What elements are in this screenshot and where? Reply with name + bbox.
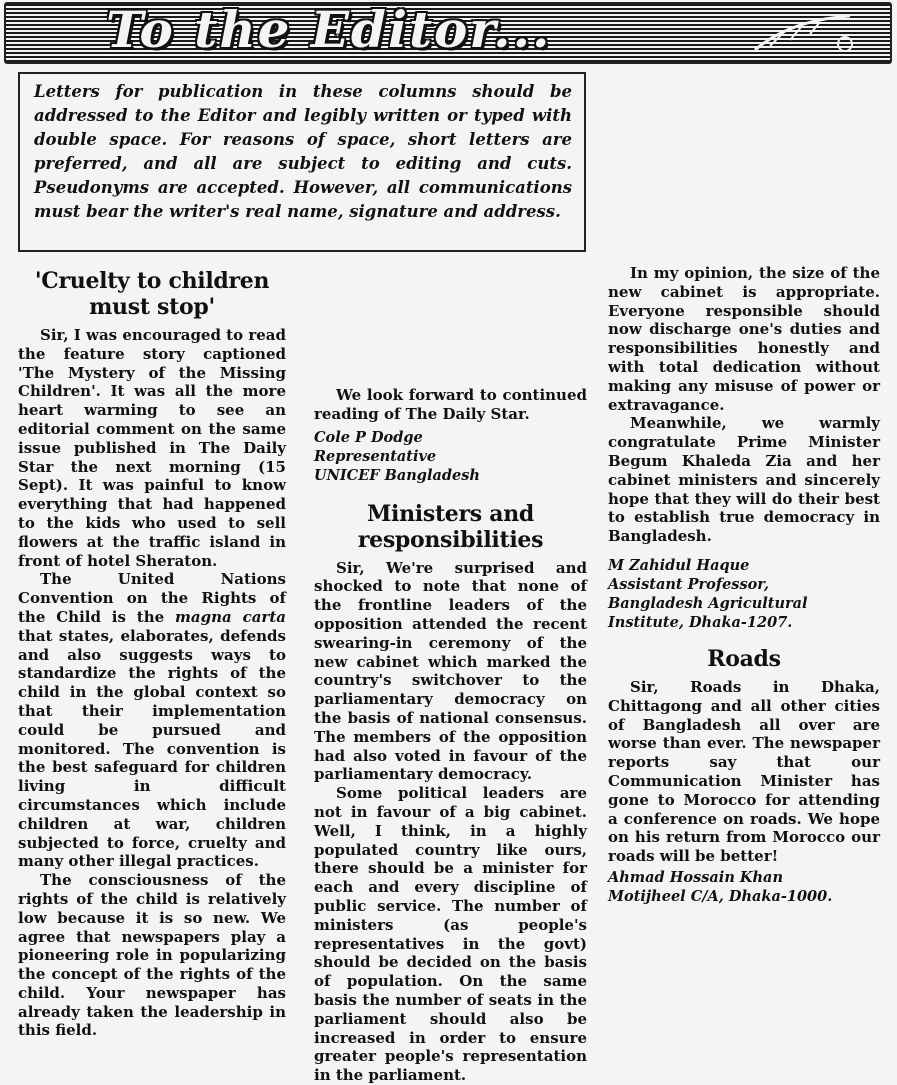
letter2-sig-title: Assistant Professor, xyxy=(608,575,769,593)
letter1-sig-org: UNICEF Bangladesh xyxy=(314,466,480,484)
letter3-paragraph-1: Sir, Roads in Dhaka, Chittagong and all other cities of Bangladesh all over are worse than ever. The newspaper reports say that our Communication Minister has gone to Morocco for attending a conference on roads. We hope on his return from Morocco our roads will be better! xyxy=(608,677,880,866)
letter2-signature xyxy=(608,556,880,632)
letter1-heading: 'Cruelty to children must stop' xyxy=(34,268,270,320)
letter2-sig-org: Bangladesh Agricultural Institute, Dhaka-1207. xyxy=(608,594,808,631)
quill-ornament-icon xyxy=(750,10,860,58)
letter2-paragraph-3: In my opinion, the size of the new cabinet is appropriate. Everyone responsible should now discharge one's duties and responsibilities honestly and with total dedication without making any misuse of power or extravagance. xyxy=(608,264,880,414)
letter2-heading: Ministers and responsibilities xyxy=(357,500,544,553)
letter3-sig-name: Ahmad Hossain Khan xyxy=(608,868,783,886)
column-2 xyxy=(314,268,587,1085)
letter2-paragraph-4: Meanwhile, we warmly congratulate Prime Minister Begum Khaleda Zia and her cabinet ministers and sincerely hope that they will do their best to establish true democracy in Bangladesh. xyxy=(608,414,880,546)
letter2-paragraph-1: Sir, We're surprised and shocked to note that none of the frontline leaders of the opposition attended the recent swearing-in ceremony of the new cabinet which marked the country's switchover to the parliamentary democracy on the basis of national consensus. The members of the opposition had also voted in favour of the parliamentary democracy. xyxy=(314,558,587,784)
column-1 xyxy=(18,268,286,1040)
notice-text: Letters for publication in these columns should be addressed to the Editor and legibly written or typed with double space. For reasons of space, short letters are preferred, and all are subject to editing and cuts. Pseudonyms are accepted. However, all communications must bear the writer's real name, signature and address. xyxy=(34,82,572,221)
letter1-paragraph-2: The United Nations Convention on the Rights of the Child is the magna carta that states, elaborates, defends and also suggests ways to standardize the rights of the child in the global context so that their implementation could be pursued and monitored. The convention is the best safeguard for children living in difficult circumstances which include children at war, children subjected to force, cruelty and many other illegal practices. xyxy=(18,570,286,871)
letter1-signature xyxy=(314,428,587,485)
editorial-notice-box xyxy=(18,72,586,252)
masthead-banner xyxy=(4,2,892,64)
letter1-sig-name: Cole P Dodge xyxy=(314,428,423,446)
letter1-paragraph-3: The consciousness of the rights of the child is relatively low because it is so new. We agree that newspapers play a pioneering role in popularizing the concept of the rights of the child. Your newspaper has already taken the leadership in this field. xyxy=(18,871,286,1040)
letter3-signature xyxy=(608,868,880,906)
letter2-sig-name: M Zahidul Haque xyxy=(608,556,750,574)
letter1-paragraph-4: We look forward to continued reading of The Daily Star. xyxy=(314,386,587,423)
column-3 xyxy=(608,74,880,906)
letter3-heading: Roads xyxy=(707,645,781,672)
masthead-title: To the Editor... xyxy=(106,2,552,59)
letter3-sig-addr: Motijheel C/A, Dhaka-1000. xyxy=(608,887,833,905)
letter1-paragraph-1: Sir, I was encouraged to read the feature story captioned 'The Mystery of the Missing Children'. It was all the more heart warming to see an editorial comment on the same issue published in The Daily Star the next morning (15 Sept). It was painful to know everything that had happened to the kids who used to sell flowers at the traffic island in front of hotel Sheraton. xyxy=(18,326,286,570)
letter1-sig-title: Representative xyxy=(314,447,437,465)
letter2-paragraph-2: Some political leaders are not in favour of a big cabinet. Well, I think, in a highly populated country like ours, there should be a minister for each and every discipline of public service. The number of ministers (as people's representatives in the govt) should be decided on the basis of population. On the same basis the number of seats in the parliament should also be increased in order to ensure greater people's representation in the parliament. xyxy=(314,784,587,1085)
